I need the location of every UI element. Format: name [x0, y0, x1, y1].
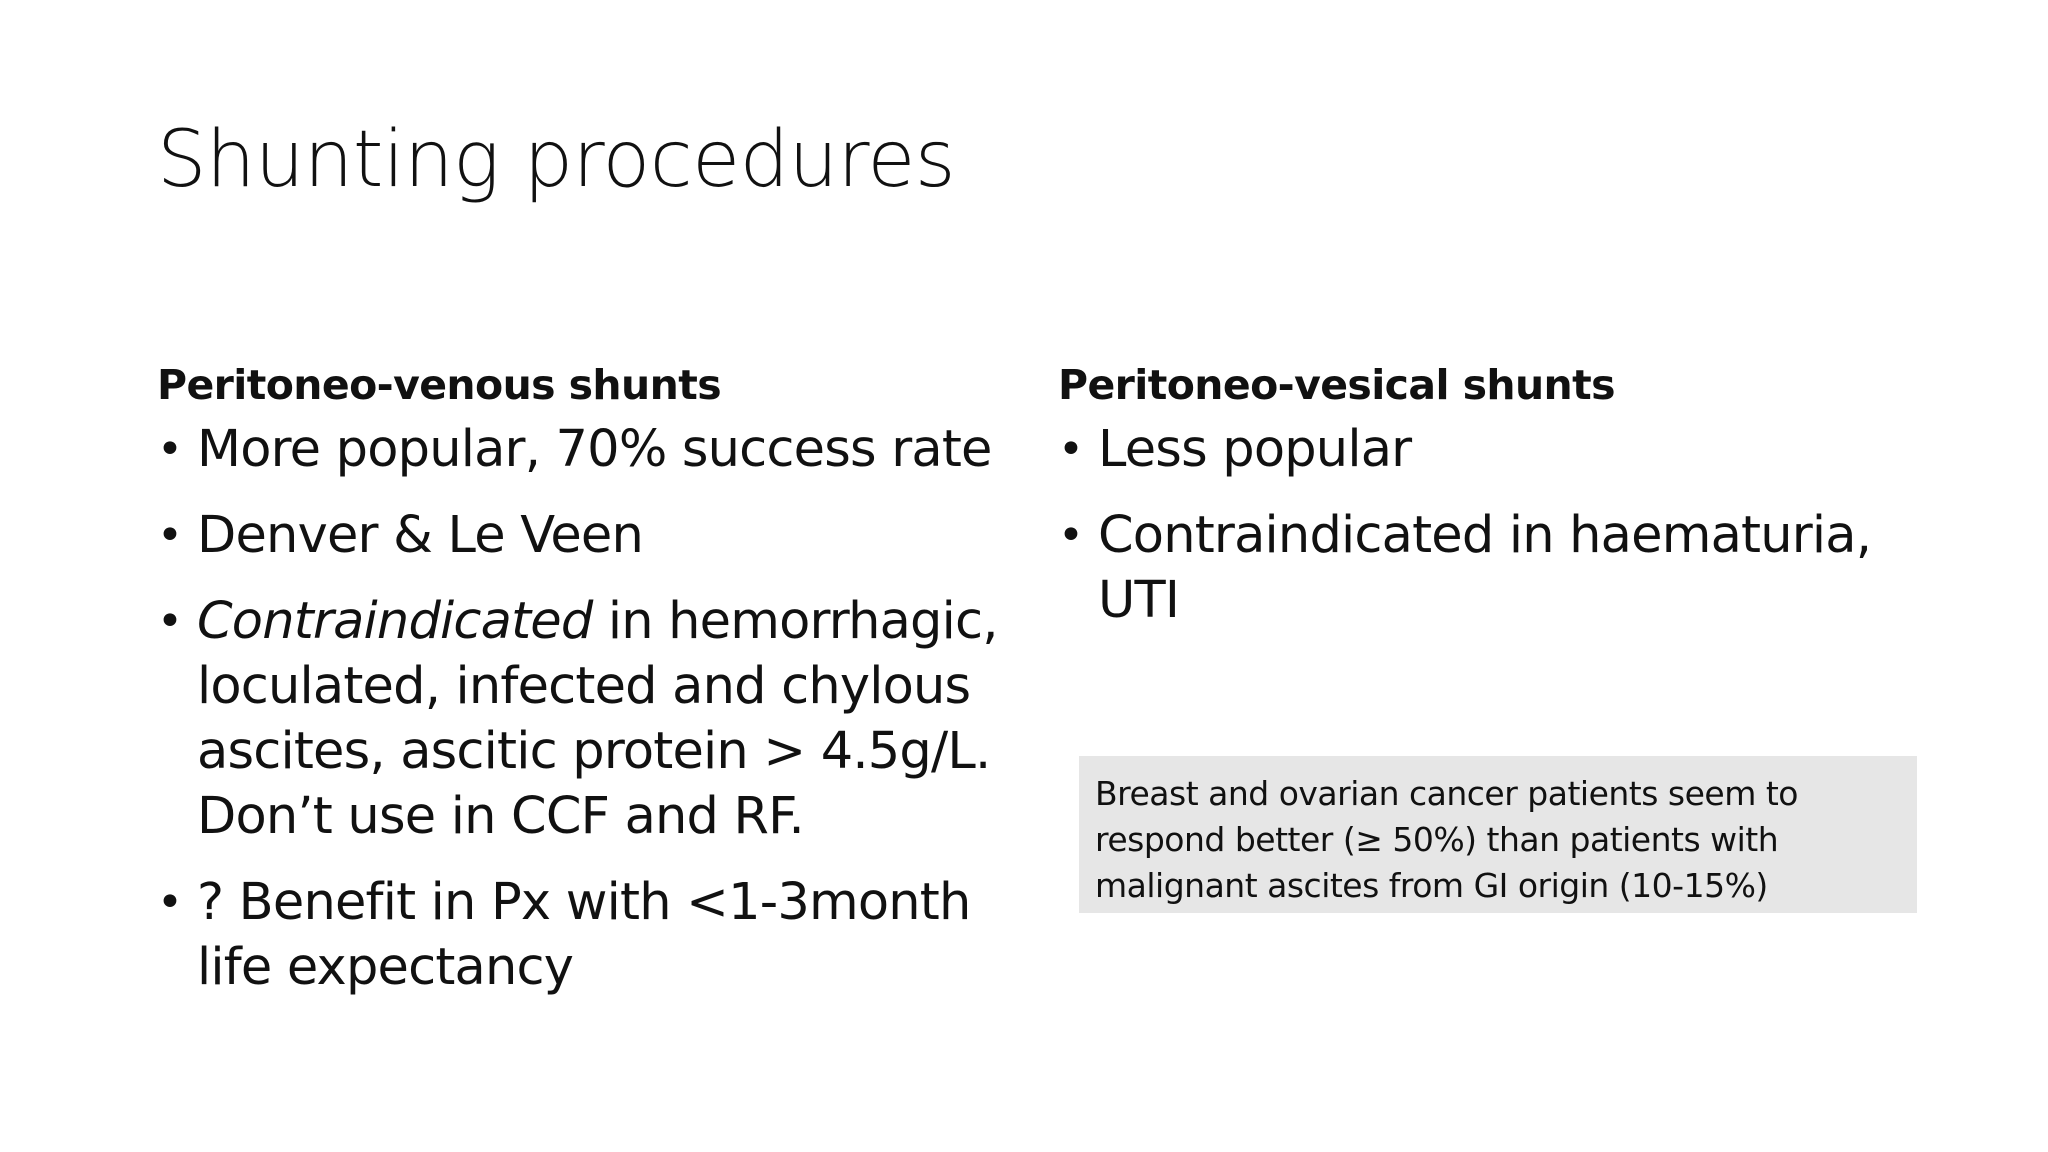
bullet-text: More popular, 70% success rate	[197, 420, 992, 479]
slide-title: Shunting procedures	[157, 115, 955, 205]
note-text: respond better (≥ 50%) than patients with	[1095, 820, 1779, 859]
bullet-icon: •	[1058, 424, 1084, 475]
bullet-text: Denver & Le Veen	[197, 506, 644, 565]
bullet-text: Contraindicated in haematuria,	[1098, 506, 1872, 565]
bullet-item	[1058, 503, 1938, 633]
note-box	[1079, 756, 1917, 913]
bullet-text: Less popular	[1098, 420, 1412, 479]
bullet-italic-lead: Contraindicated	[197, 592, 593, 651]
bullet-text: ascites, ascitic protein > 4.5g/L.	[197, 722, 991, 781]
left-bullet-list	[157, 417, 1037, 1000]
right-column	[1058, 357, 1938, 654]
bullet-text: ? Benefit in Px with <1-3month	[197, 873, 971, 932]
bullet-text: in hemorrhagic,	[592, 592, 998, 651]
bullet-icon: •	[157, 596, 183, 647]
bullet-item	[157, 503, 1057, 568]
note-text: malignant ascites from GI origin (10-15%)	[1095, 866, 1768, 905]
bullet-text: Don’t use in CCF and RF.	[197, 787, 804, 846]
right-column-heading: Peritoneo-vesical shunts	[1058, 361, 1615, 409]
bullet-item	[1058, 417, 1938, 482]
note-text: Breast and ovarian cancer patients seem to	[1095, 774, 1798, 813]
left-column	[157, 357, 1037, 1021]
bullet-text: life expectancy	[197, 938, 574, 997]
bullet-item	[157, 589, 1057, 849]
left-column-heading: Peritoneo-venous shunts	[157, 361, 722, 409]
bullet-text: loculated, infected and chylous	[197, 657, 971, 716]
bullet-icon: •	[157, 877, 183, 928]
bullet-icon: •	[157, 424, 183, 475]
bullet-text: UTI	[1098, 571, 1180, 630]
bullet-icon: •	[157, 510, 183, 561]
right-bullet-list	[1058, 417, 1938, 633]
bullet-icon: •	[1058, 510, 1084, 561]
bullet-item	[157, 417, 1057, 482]
bullet-item	[157, 870, 1057, 1000]
